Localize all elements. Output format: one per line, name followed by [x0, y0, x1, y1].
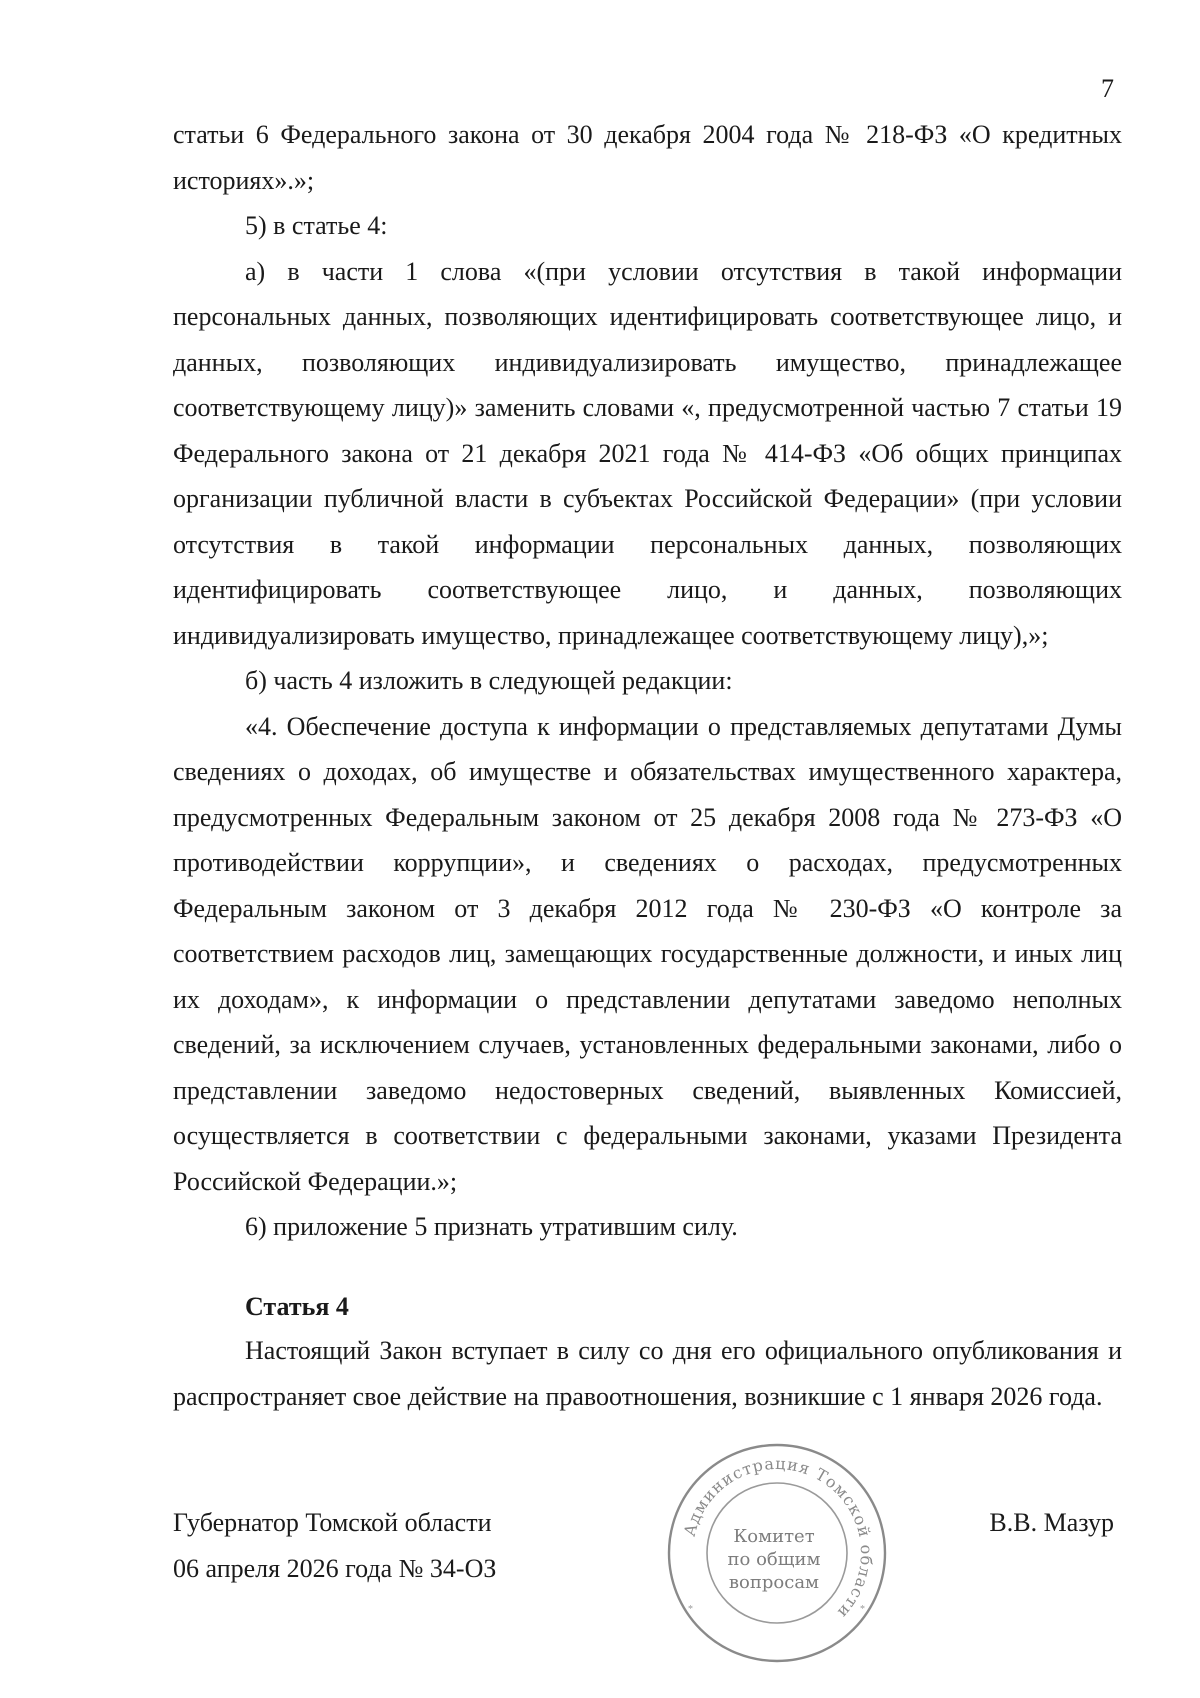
signatory-name: В.В. Мазур — [989, 1508, 1114, 1537]
stamp-line-3: вопросам — [728, 1572, 820, 1593]
stamp-line-2: по общим — [727, 1549, 821, 1570]
paragraph-item-6: 6) приложение 5 признать утратившим силу. — [245, 1212, 738, 1241]
stamp-ring-text: Администрация Томской области — [679, 1453, 877, 1623]
law-date-number: 06 апреля 2026 года № 34-ОЗ — [173, 1554, 497, 1583]
official-stamp — [664, 1440, 890, 1666]
paragraph-quoted-part-4: «4. Обеспечение доступа к информации о представляемых депутатами Думы сведениях о доходах, об имуществе и обязательствах имущественного характера, предусмотренных Федеральным законом от 25 декабря 2008 года № 273-ФЗ «О противодействии коррупции», и сведениях о расходах, предусмотренных Федеральным законом от 3 декабря 2012 года № 230-ФЗ «О контроле за соответствием расходов лиц, замещающих государственные должности, и иных лиц их доходам», к информации о представлении депутатами заведомо неполных сведений, за исключением случаев, установленных федеральными законами, либо о представлении заведомо недостоверных сведений, выявленных Комиссией, осуществляется в соответствии с федеральными законами, указами Президента Российской Федерации.»; — [173, 711, 1122, 1196]
stamp-star-left: * — [688, 1604, 693, 1615]
signatory-position: Губернатор Томской области — [173, 1508, 492, 1537]
article-text: Настоящий Закон вступает в силу со дня его официального опубликования и распространяет свое действие на правоотношения, возникшие с 1 января 2026 года. — [173, 1336, 1122, 1411]
signature-block — [173, 1500, 496, 1592]
article-body — [173, 1328, 1122, 1419]
body-text-upper — [173, 112, 1122, 1250]
stamp-line-1: Комитет — [733, 1526, 815, 1547]
page-number: 7 — [1101, 74, 1114, 103]
paragraph-item-5: 5) в статье 4: — [245, 211, 388, 240]
paragraph-item-5b: б) часть 4 изложить в следующей редакции: — [245, 666, 733, 695]
paragraph-continuation: статьи 6 Федерального закона от 30 декабря 2004 года № 218-ФЗ «О кредитных историях».»; — [173, 120, 1122, 195]
article-heading: Статья 4 — [245, 1292, 349, 1321]
stamp-star-right: * — [860, 1604, 865, 1615]
paragraph-item-5a: а) в части 1 слова «(при условии отсутствия в такой информации персональных данных, позволяющих идентифицировать соответствующее лицо, и данных, позволяющих индивидуализировать имущество, принадлежащее соответствующему лицу)» заменить словами «, предусмотренной частью 7 статьи 19 Федерального закона от 21 декабря 2021 года № 414-ФЗ «Об общих принципах организации публичной власти в субъектах Российской Федерации» (при условии отсутствия в такой информации персональных данных, позволяющих идентифицировать соответствующее лицо, и данных, позволяющих индивидуализировать имущество, принадлежащее соответствующему лицу),»; — [173, 256, 1122, 650]
